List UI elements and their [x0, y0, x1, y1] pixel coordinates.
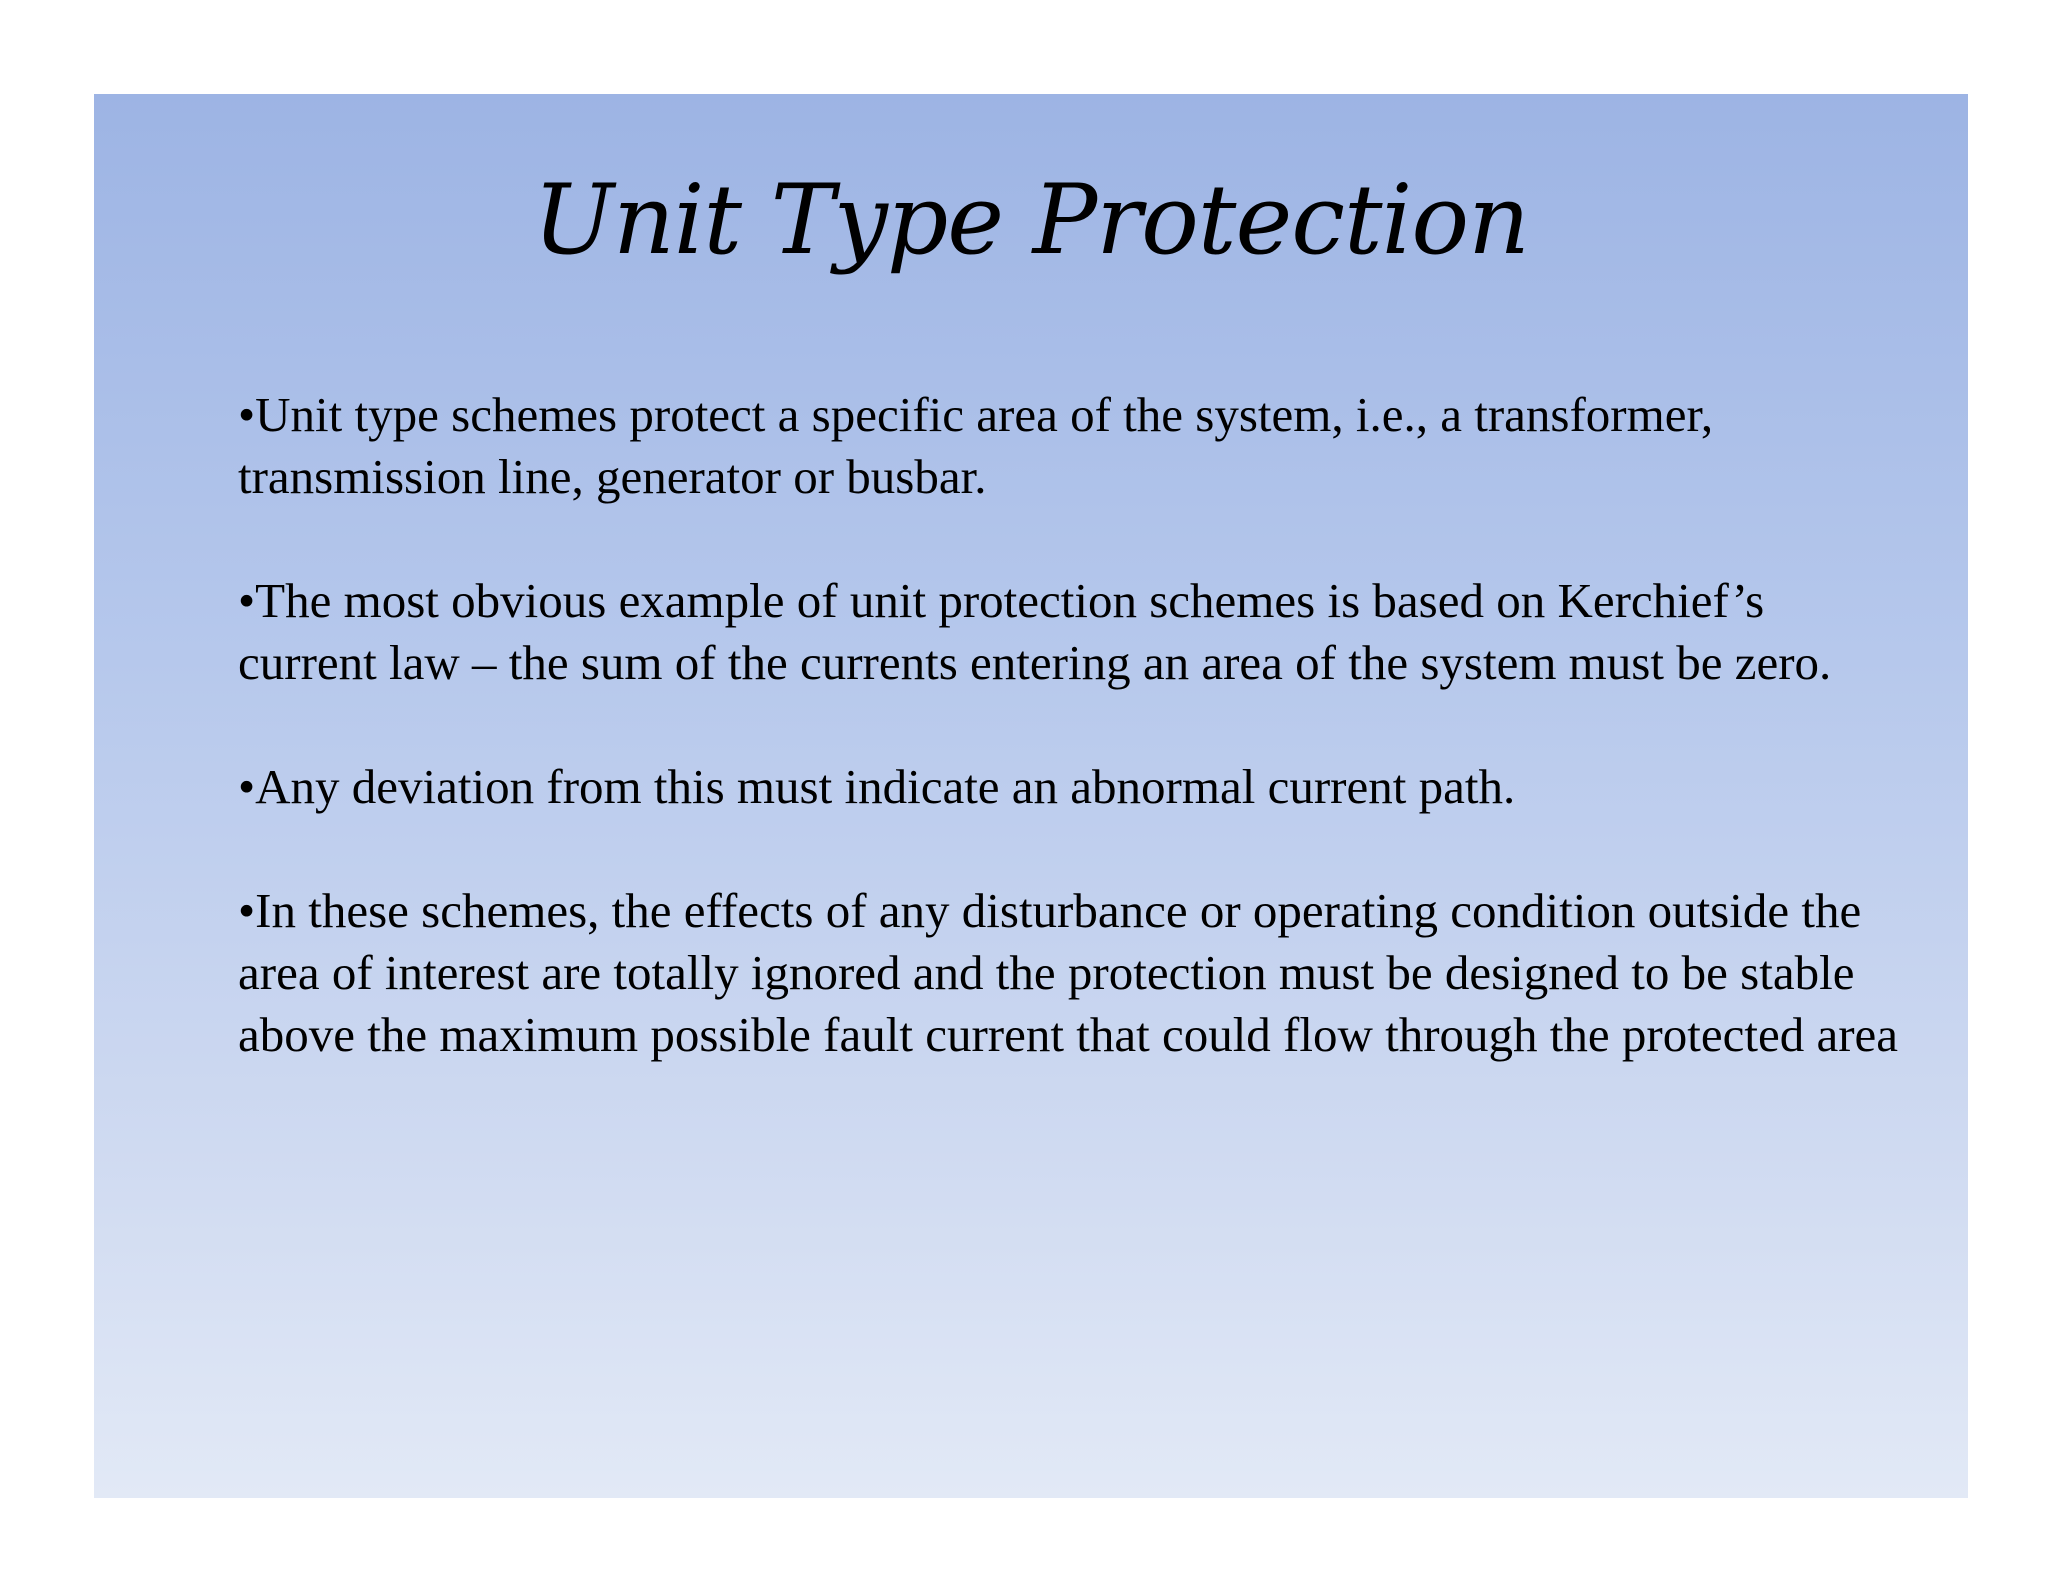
slide-content — [238, 384, 1908, 1128]
slide-title: Unit Type Protection — [533, 164, 1529, 276]
slide — [94, 94, 1968, 1498]
bullet-point: •In these schemes, the effects of any disturbance or operating condition outside the area of interest are totally ignored and the protection must be designed to be stable above the maximum possible fault current that could flow through the protected area — [238, 883, 1899, 1062]
bullet-point: •Any deviation from this must indicate an abnormal current path. — [238, 759, 1516, 814]
bullet-point: •The most obvious example of unit protection schemes is based on Kerchief’s current law – the sum of the currents entering an area of the system must be zero. — [238, 573, 1832, 690]
bullet-point: •Unit type schemes protect a specific area of the system, i.e., a transformer, transmission line, generator or busbar. — [238, 387, 1714, 504]
